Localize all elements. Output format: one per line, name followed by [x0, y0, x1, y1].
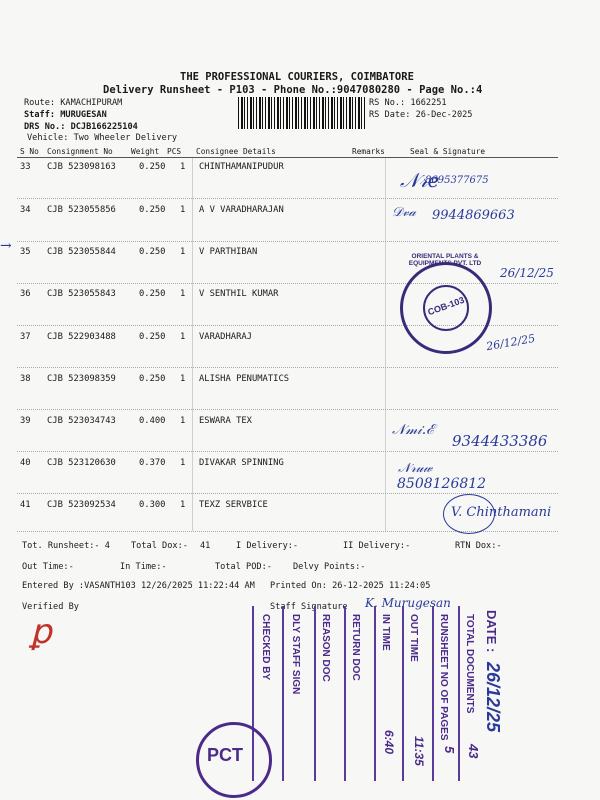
stamp-divider: [374, 606, 376, 781]
row-consignee: A V VARADHARAJAN: [199, 205, 284, 215]
row-consignment: CJB 522903488: [47, 332, 116, 342]
barcode: [238, 97, 366, 129]
row-pcs: 1: [180, 374, 186, 384]
header-divider: [17, 157, 558, 158]
rtn-dox: RTN Dox:-: [455, 541, 502, 551]
row-pcs: 1: [180, 247, 186, 257]
stamp-col-total-docs: TOTAL DOCUMENTS: [464, 614, 475, 714]
row-divider: [17, 493, 558, 494]
in-time: In Time:-: [120, 562, 167, 572]
row-weight: 0.250: [139, 162, 166, 172]
stamp-in-time-value: 6:40: [382, 730, 396, 755]
stamp-divider: [432, 606, 434, 781]
total-dox-label: Total Dox:-: [131, 541, 188, 551]
row-weight: 0.370: [139, 458, 166, 468]
stamp-date-value: 26/12/25: [483, 662, 503, 733]
row-divider: [17, 198, 558, 199]
signature-scribble: 𝒩𝓂𝒾.ℰ: [392, 422, 435, 438]
office-stamp: [252, 606, 505, 796]
row-pcs: 1: [180, 458, 186, 468]
handwritten-phone-34: 9944869663: [432, 208, 515, 223]
stamp-col-in-time: IN TIME: [380, 614, 391, 651]
row-sno: 34: [20, 205, 31, 215]
stamp-col-out-time: OUT TIME: [408, 614, 419, 662]
staff-signature: K. Murugesan: [365, 596, 451, 610]
row-consignment: CJB 523098359: [47, 374, 116, 384]
row-consignee: CHINTHAMANIPUDUR: [199, 162, 284, 172]
handwritten-date-35: 26/12/25: [500, 266, 554, 280]
stamp-divider: [344, 606, 346, 781]
row-consignment: CJB 523120630: [47, 458, 116, 468]
stamp-col-return-doc: RETURN DOC: [350, 614, 361, 681]
row-consignee: VARADHARAJ: [199, 332, 252, 342]
row-consignment: CJB 523034743: [47, 416, 116, 426]
vehicle-label: Vehicle: Two Wheeler Delivery: [27, 133, 178, 143]
row-consignment: CJB 523055844: [47, 247, 116, 257]
stamp-divider: [402, 606, 404, 781]
entered-by: Entered By :VASANTH103 12/26/2025 11:22:44 AM: [22, 581, 255, 591]
stamp-out-time-value: 11:35: [412, 736, 426, 766]
col-consignee: Consignee Details: [196, 147, 276, 156]
row-divider: [17, 409, 558, 410]
row-weight: 0.250: [139, 247, 166, 257]
stamp-pages-value: 5: [442, 746, 457, 754]
row-pcs: 1: [180, 289, 186, 299]
row-consignment: CJB 523055843: [47, 289, 116, 299]
verified-by: Verified By: [22, 602, 79, 612]
row-sno: 35: [20, 247, 31, 257]
col-consignment: Consignment No: [47, 147, 113, 156]
handwritten-phone-33: 8695377675: [425, 175, 489, 186]
total-dox-value: 41: [200, 541, 211, 551]
row-consignee: ESWARA TEX: [199, 416, 252, 426]
row-pcs: 1: [180, 416, 186, 426]
drs-number: DRS No.: DCJB166225104: [24, 122, 138, 132]
stamp-col-pages: RUNSHEET NO OF PAGES: [438, 614, 449, 741]
row-sno: 41: [20, 500, 31, 510]
col-pcs: PCS: [167, 147, 182, 156]
rs-date: RS Date: 26-Dec-2025: [369, 110, 473, 120]
total-pod: Total POD:-: [215, 562, 272, 572]
printed-on: Printed On: 26-12-2025 11:24:05: [270, 581, 431, 591]
row-divider: [17, 451, 558, 452]
row-pcs: 1: [180, 332, 186, 342]
row-pcs: 1: [180, 500, 186, 510]
row-sno: 33: [20, 162, 31, 172]
staff-signature-label: Staff Signature: [270, 602, 348, 612]
stamp-divider: [314, 606, 316, 781]
row-divider: [17, 241, 558, 242]
row-consignee: TEXZ SERVBICE: [199, 500, 268, 510]
staff-label: Staff: MURUGESAN: [24, 110, 107, 120]
handwritten-phone-39: 9344433386: [452, 432, 548, 450]
col-weight: Weight: [131, 147, 160, 156]
tot-runsheet: Tot. Runsheet:- 4: [22, 541, 110, 551]
signature-scribble: 𝒩𝓇𝓊𝓌: [398, 461, 433, 476]
stamp-col-checked-by: CHECKED BY: [260, 614, 271, 681]
stamp-date-label: DATE :: [484, 610, 499, 653]
row-sno: 38: [20, 374, 31, 384]
grid-line: [385, 158, 386, 531]
grid-line: [192, 158, 193, 531]
delvy-points: Delvy Points:-: [293, 562, 366, 572]
handwritten-phone-40: 8508126812: [397, 476, 487, 492]
col-sno: S No: [20, 147, 39, 156]
row-weight: 0.300: [139, 500, 166, 510]
row-weight: 0.250: [139, 374, 166, 384]
row-weight: 0.250: [139, 205, 166, 215]
stamp-divider: [458, 606, 460, 781]
margin-mark: →: [0, 238, 12, 254]
stamp-total-docs-value: 43: [466, 744, 481, 759]
company-seal: [400, 253, 492, 354]
signature-scribble: 𝒟𝓋𝒶: [392, 205, 416, 220]
stamp-divider: [282, 606, 284, 781]
col-remarks: Remarks: [352, 147, 385, 156]
company-title: THE PROFESSIONAL COURIERS, COIMBATORE: [180, 71, 414, 83]
row-sno: 36: [20, 289, 31, 299]
verifier-mark: ꝑ: [30, 612, 52, 652]
seal-center-text: COB-103: [426, 294, 466, 318]
out-time: Out Time:-: [22, 562, 74, 572]
row-weight: 0.250: [139, 289, 166, 299]
stamp-col-reason-doc: REASON DOC: [320, 614, 331, 682]
row-consignee: V SENTHIL KUMAR: [199, 289, 279, 299]
row-sno: 39: [20, 416, 31, 426]
rs-number: RS No.: 1662251: [369, 98, 447, 108]
handwritten-signature-41: V. Chinthamani: [451, 505, 552, 520]
row-weight: 0.250: [139, 332, 166, 342]
row-consignee: DIVAKAR SPINNING: [199, 458, 284, 468]
signature-scribble: 𝒩𝓇𝑒: [400, 168, 440, 192]
ii-delivery: II Delivery:-: [343, 541, 411, 551]
row-consignee: V PARTHIBAN: [199, 247, 258, 257]
route-label: Route: KAMACHIPURAM: [24, 98, 123, 108]
row-divider: [17, 367, 558, 368]
row-sno: 37: [20, 332, 31, 342]
row-consignment: CJB 523092534: [47, 500, 116, 510]
row-sno: 40: [20, 458, 31, 468]
pct-seal-text: PCT: [207, 745, 243, 765]
seal-ring-text: ORIENTAL PLANTS & EQUIPMENTS PVT. LTD: [408, 253, 482, 267]
handwritten-date-37: 26/12/25: [485, 331, 537, 354]
i-delivery: I Delivery:-: [236, 541, 299, 551]
row-weight: 0.400: [139, 416, 166, 426]
row-consignee: ALISHA PENUMATICS: [199, 374, 290, 384]
runsheet-title: Delivery Runsheet - P103 - Phone No.:9047080280 - Page No.:4: [103, 84, 483, 96]
row-consignment: CJB 523098163: [47, 162, 116, 172]
col-seal: Seal & Signature: [410, 147, 486, 156]
row-consignment: CJB 523055856: [47, 205, 116, 215]
pct-seal: [196, 722, 272, 798]
stamp-col-staff-sign: DLY STAFF SIGN: [290, 614, 301, 695]
row-pcs: 1: [180, 162, 186, 172]
row-pcs: 1: [180, 205, 186, 215]
